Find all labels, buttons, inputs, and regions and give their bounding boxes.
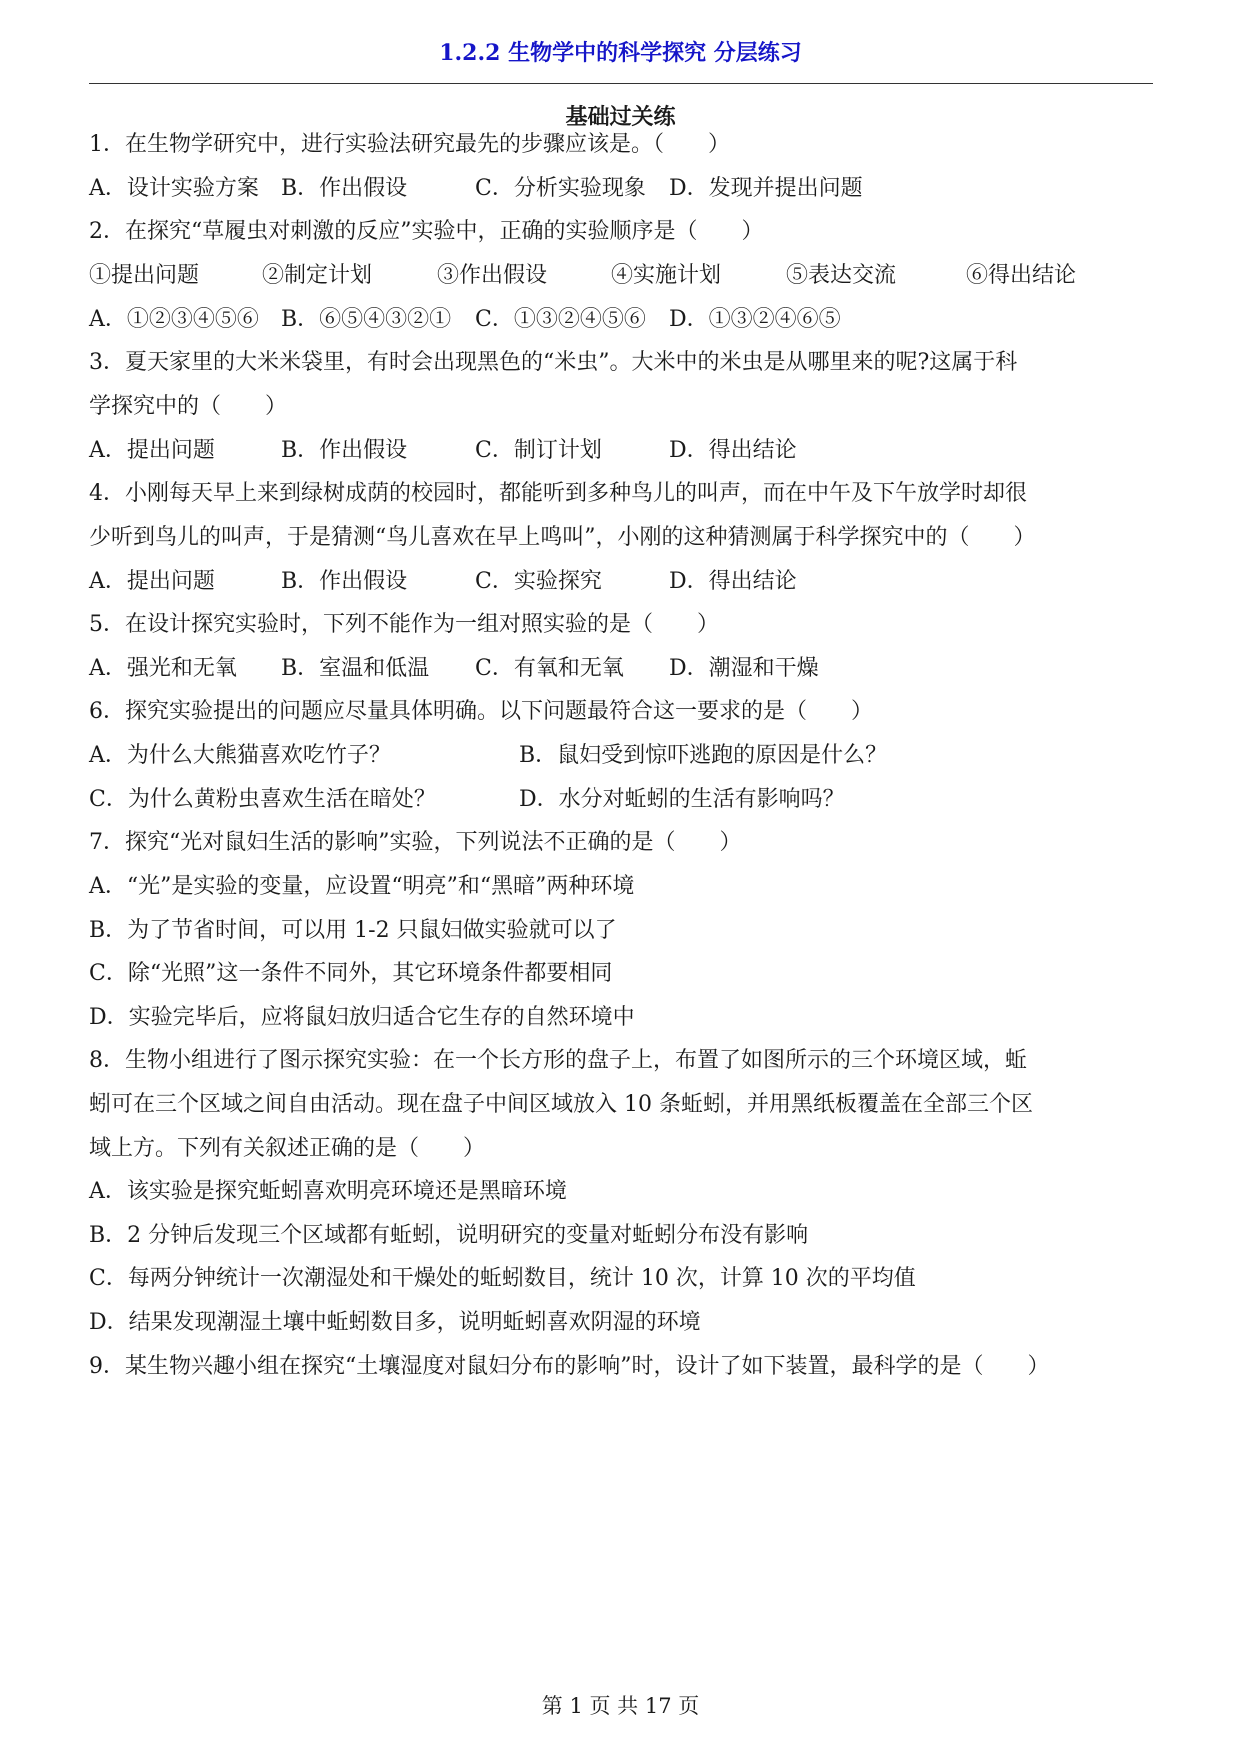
question-1-options	[89, 175, 1153, 203]
question-4-stem: 4．小刚每天早上来到绿树成荫的校园时，都能听到多种鸟儿的叫声，而在中午及下午放学时却很	[89, 481, 1028, 506]
question-8-stem-cont: 域上方。下列有关叙述正确的是（ ）	[89, 1136, 486, 1161]
question-6-stem: 6．探究实验提出的问题应尽量具体明确。以下问题最符合这一要求的是（ ）	[89, 699, 873, 724]
step-item: ⑥得出结论	[966, 263, 1077, 288]
option-a: A．强光和无氧	[89, 656, 237, 681]
question-3-stem-cont: 学探究中的（ ）	[89, 394, 288, 419]
option-c: C．除“光照”这一条件不同外，其它环境条件都要相同	[89, 961, 613, 986]
option-b: B．鼠妇受到惊吓逃跑的原因是什么？	[519, 743, 888, 768]
step-item: ②制定计划	[262, 263, 373, 288]
page-footer: 第 1 页 共 17 页	[541, 1694, 700, 1718]
option-c: C．每两分钟统计一次潮湿处和干燥处的蚯蚓数目，统计 10 次，计算 10 次的平均值	[89, 1266, 916, 1291]
option-d: D．实验完毕后，应将鼠妇放归适合它生存的自然环境中	[89, 1005, 635, 1030]
question-4-options	[89, 568, 1153, 596]
option-a: A．提出问题	[89, 438, 215, 463]
option-d: D．得出结论	[669, 569, 797, 594]
option-d: D．①③②④⑥⑤	[669, 307, 841, 332]
page-header-title: 1.2.2 生物学中的科学探究 分层练习	[439, 40, 802, 66]
option-b: B．⑥⑤④③②①	[281, 307, 452, 332]
option-c: C．制订计划	[475, 438, 602, 463]
option-d: D．水分对蚯蚓的生活有影响吗？	[519, 787, 845, 812]
option-a: A．“光”是实验的变量，应设置“明亮”和“黑暗”两种环境	[89, 874, 635, 899]
option-a: A．为什么大熊猫喜欢吃竹子？	[89, 743, 391, 768]
option-a: A．该实验是探究蚯蚓喜欢明亮环境还是黑暗环境	[89, 1179, 567, 1204]
option-d: D．得出结论	[669, 438, 797, 463]
option-b: B．2 分钟后发现三个区域都有蚯蚓，说明研究的变量对蚯蚓分布没有影响	[89, 1223, 809, 1248]
question-8-stem-cont: 蚓可在三个区域之间自由活动。现在盘子中间区域放入 10 条蚯蚓，并用黑纸板覆盖在全部三个区	[89, 1092, 1033, 1117]
question-4-stem-cont: 少听到鸟儿的叫声，于是猜测“鸟儿喜欢在早上鸣叫”，小刚的这种猜测属于科学探究中的（ ）	[89, 525, 1036, 550]
option-c: C．实验探究	[475, 569, 602, 594]
option-c: C．有氧和无氧	[475, 656, 624, 681]
question-6-options-row2	[89, 786, 1153, 814]
question-3-stem: 3．夏天家里的大米米袋里，有时会出现黑色的“米虫”。大米中的米虫是从哪里来的呢?这属于科	[89, 350, 1018, 375]
option-b: B．作出假设	[281, 569, 408, 594]
question-2-stem: 2．在探究“草履虫对刺激的反应”实验中，正确的实验顺序是（ ）	[89, 219, 764, 244]
option-b: B．作出假设	[281, 176, 408, 201]
question-6-options-row1	[89, 742, 1153, 770]
question-7-stem: 7．探究“光对鼠妇生活的影响”实验，下列说法不正确的是（ ）	[89, 830, 742, 855]
section-title: 基础过关练	[565, 104, 676, 130]
option-c: C．①③②④⑤⑥	[475, 307, 646, 332]
question-3-options	[89, 437, 1153, 465]
option-c: C．为什么黄粉虫喜欢生活在暗处？	[89, 787, 436, 812]
step-item: ③作出假设	[437, 263, 548, 288]
option-d: D．结果发现潮湿土壤中蚯蚓数目多，说明蚯蚓喜欢阴湿的环境	[89, 1310, 701, 1335]
question-8-stem: 8．生物小组进行了图示探究实验：在一个长方形的盘子上，布置了如图所示的三个环境区域，蚯	[89, 1048, 1028, 1073]
option-a: A．提出问题	[89, 569, 215, 594]
header-divider	[89, 83, 1153, 84]
option-a: A．①②③④⑤⑥	[89, 307, 259, 332]
option-b: B．为了节省时间，可以用 1-2 只鼠妇做实验就可以了	[89, 918, 617, 943]
question-2-options	[89, 306, 1153, 334]
option-d: D．潮湿和干燥	[669, 656, 819, 681]
step-item: ①提出问题	[89, 263, 200, 288]
question-9-stem: 9．某生物兴趣小组在探究“土壤湿度对鼠妇分布的影响”时，设计了如下装置，最科学的是（ ）	[89, 1354, 1050, 1379]
option-c: C．分析实验现象	[475, 176, 646, 201]
option-a: A．设计实验方案	[89, 176, 259, 201]
option-d: D．发现并提出问题	[669, 176, 863, 201]
question-5-stem: 5．在设计探究实验时，下列不能作为一组对照实验的是（ ）	[89, 612, 719, 637]
question-5-options	[89, 655, 1153, 683]
question-1-stem: 1．在生物学研究中，进行实验法研究最先的步骤应该是。（ ）	[89, 132, 730, 157]
option-b: B．作出假设	[281, 438, 408, 463]
step-item: ⑤表达交流	[786, 263, 897, 288]
option-b: B．室温和低温	[281, 656, 430, 681]
question-2-items	[89, 262, 1153, 290]
step-item: ④实施计划	[611, 263, 722, 288]
